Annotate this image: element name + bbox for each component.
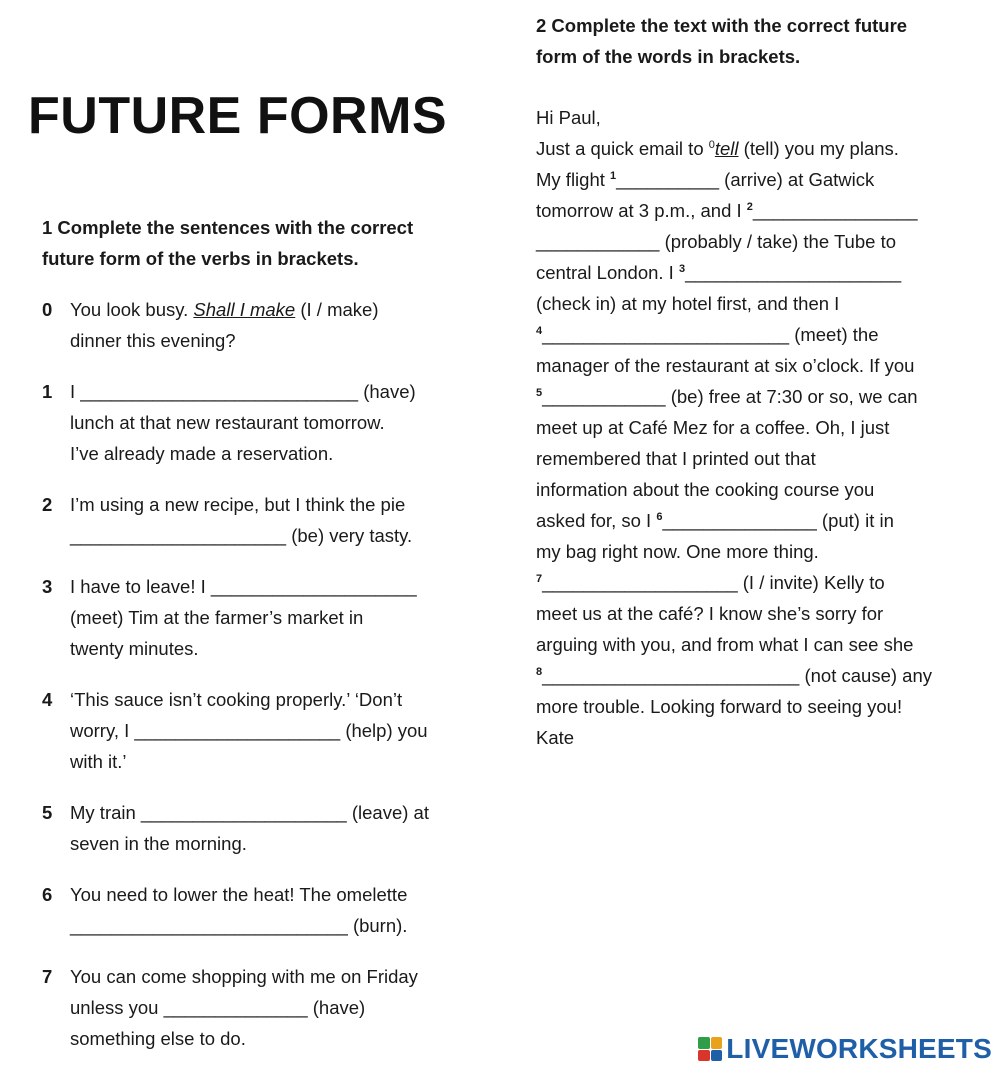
example-answer: Shall I make — [193, 299, 296, 320]
exercise-1-item-1 — [42, 376, 482, 469]
item-line: unless you ______________ (have) — [70, 997, 366, 1018]
exercise-1-items — [42, 376, 482, 1054]
email-line — [536, 567, 966, 598]
item-number: 2 — [42, 494, 53, 515]
email-line: arguing with you, and from what I can see she — [536, 634, 914, 655]
email-line: more trouble. Looking forward to seeing you! — [536, 696, 903, 717]
gap-number: 2 — [746, 200, 753, 213]
item-text-before: You look busy. — [70, 299, 194, 320]
gap-number: 1 — [610, 169, 617, 182]
email-line: my bag right now. One more thing. — [536, 541, 819, 562]
item-line: something else to do. — [70, 1028, 246, 1049]
email-line: remembered that I printed out that — [536, 448, 816, 469]
gap-8[interactable]: _________________________ (not cause) any — [542, 665, 932, 686]
item-line: You can come shopping with me on Friday — [70, 966, 418, 987]
exercise-1-item-0 — [42, 294, 482, 356]
gap-number: 8 — [536, 665, 543, 678]
exercise-1-item-2 — [42, 489, 482, 551]
text: (tell) you my plans. — [738, 138, 899, 159]
item-line: worry, I ____________________ (help) you — [70, 720, 428, 741]
logo-square — [698, 1037, 710, 1049]
email-line: meet us at the café? I know she’s sorry for — [536, 603, 884, 624]
logo-square — [711, 1037, 723, 1049]
item-line: You need to lower the heat! The omelette — [70, 884, 408, 905]
email-line — [536, 660, 966, 691]
item-text — [70, 376, 482, 469]
item-text-after: (I / make) — [295, 299, 379, 320]
gap-4[interactable]: ________________________ (meet) the — [542, 324, 879, 345]
gap-number: 3 — [678, 262, 686, 275]
item-number: 1 — [42, 381, 53, 402]
text: Just a quick email to — [536, 138, 709, 159]
item-text — [70, 571, 482, 664]
gap-2[interactable]: ________________ — [752, 200, 918, 221]
item-line: I’m using a new recipe, but I think the pie — [70, 494, 406, 515]
email-line — [536, 133, 966, 164]
item-number: 5 — [42, 802, 53, 823]
exercise-1-item-4 — [42, 684, 482, 777]
email-line: (check in) at my hotel first, and then I — [536, 293, 840, 314]
email-line: information about the cooking course you — [536, 479, 875, 500]
item-text — [70, 294, 482, 356]
item-line: _____________________ (be) very tasty. — [70, 525, 413, 546]
gap-number: 5 — [536, 386, 543, 399]
exercise-2-instruction — [536, 10, 966, 72]
gap-number: 4 — [536, 324, 543, 337]
item-line: (meet) Tim at the farmer’s market in — [70, 607, 364, 628]
gap-3[interactable]: _____________________ — [685, 262, 902, 283]
gap-7[interactable]: ___________________ (I / invite) Kelly to — [542, 572, 885, 593]
item-line: I’ve already made a reservation. — [70, 443, 334, 464]
item-line: I have to leave! I ____________________ — [70, 576, 417, 597]
item-line: I ___________________________ (have) — [70, 381, 416, 402]
text: My flight — [536, 169, 611, 190]
item-number: 6 — [42, 884, 53, 905]
email-line: manager of the restaurant at six o’clock. If you — [536, 355, 915, 376]
text: asked for, so I — [536, 510, 657, 531]
email-line: ____________ (probably / take) the Tube to — [536, 231, 896, 252]
exercise-1-item-7 — [42, 961, 482, 1054]
exercise-1 — [42, 212, 482, 1054]
item-text — [70, 961, 482, 1054]
exercise-1-item-3 — [42, 571, 482, 664]
liveworksheets-logo-icon — [698, 1037, 722, 1061]
email-greeting: Hi Paul, — [536, 107, 601, 128]
worksheet-title: FUTURE FORMS — [28, 87, 448, 145]
email-signature: Kate — [536, 727, 575, 748]
instruction-line: 2 Complete the text with the correct future — [536, 15, 908, 36]
text: tomorrow at 3 p.m., and I — [536, 200, 747, 221]
gap-number: 7 — [536, 572, 543, 585]
item-line: lunch at that new restaurant tomorrow. — [70, 412, 385, 433]
item-number: 0 — [42, 299, 53, 320]
item-text — [70, 797, 482, 859]
gap-1[interactable]: __________ (arrive) at Gatwick — [616, 169, 875, 190]
item-number: 4 — [42, 689, 53, 710]
instruction-line: 1 Complete the sentences with the correct — [42, 217, 414, 238]
email-text — [536, 102, 966, 753]
text: central London. I — [536, 262, 679, 283]
item-line: dinner this evening? — [70, 330, 236, 351]
item-number: 7 — [42, 966, 53, 987]
email-line: meet up at Café Mez for a coffee. Oh, I just — [536, 417, 890, 438]
item-line: ___________________________ (burn). — [70, 915, 408, 936]
item-number: 3 — [42, 576, 53, 597]
item-line: seven in the morning. — [70, 833, 247, 854]
item-text — [70, 879, 482, 941]
email-line — [536, 381, 966, 412]
email-line — [536, 257, 966, 288]
exercise-1-instruction — [42, 212, 482, 274]
item-line: with it.’ — [70, 751, 127, 772]
instruction-line: form of the words in brackets. — [536, 46, 801, 67]
exercise-2 — [536, 10, 966, 753]
gap-5[interactable]: ____________ (be) free at 7:30 or so, we can — [542, 386, 918, 407]
logo-text: LIVEWORKSHEETS — [726, 1033, 992, 1064]
item-line — [70, 294, 482, 325]
email-line — [536, 195, 966, 226]
email-line — [536, 319, 966, 350]
item-line: My train ____________________ (leave) at — [70, 802, 429, 823]
instruction-line: future form of the verbs in brackets. — [42, 248, 359, 269]
logo-square — [698, 1050, 710, 1062]
item-line: ‘This sauce isn’t cooking properly.’ ‘Don’t — [70, 689, 403, 710]
gap-number: 6 — [656, 510, 663, 523]
email-line — [536, 505, 966, 536]
logo-square — [711, 1050, 723, 1062]
item-text — [70, 684, 482, 777]
exercise-1-item-6 — [42, 879, 482, 941]
example-answer: tell — [714, 138, 739, 159]
gap-number: 0 — [708, 138, 715, 151]
exercise-1-item-5 — [42, 797, 482, 859]
liveworksheets-logo[interactable] — [698, 1033, 992, 1065]
gap-6[interactable]: _______________ (put) it in — [662, 510, 894, 531]
item-line: twenty minutes. — [70, 638, 199, 659]
email-line — [536, 164, 966, 195]
item-text — [70, 489, 482, 551]
